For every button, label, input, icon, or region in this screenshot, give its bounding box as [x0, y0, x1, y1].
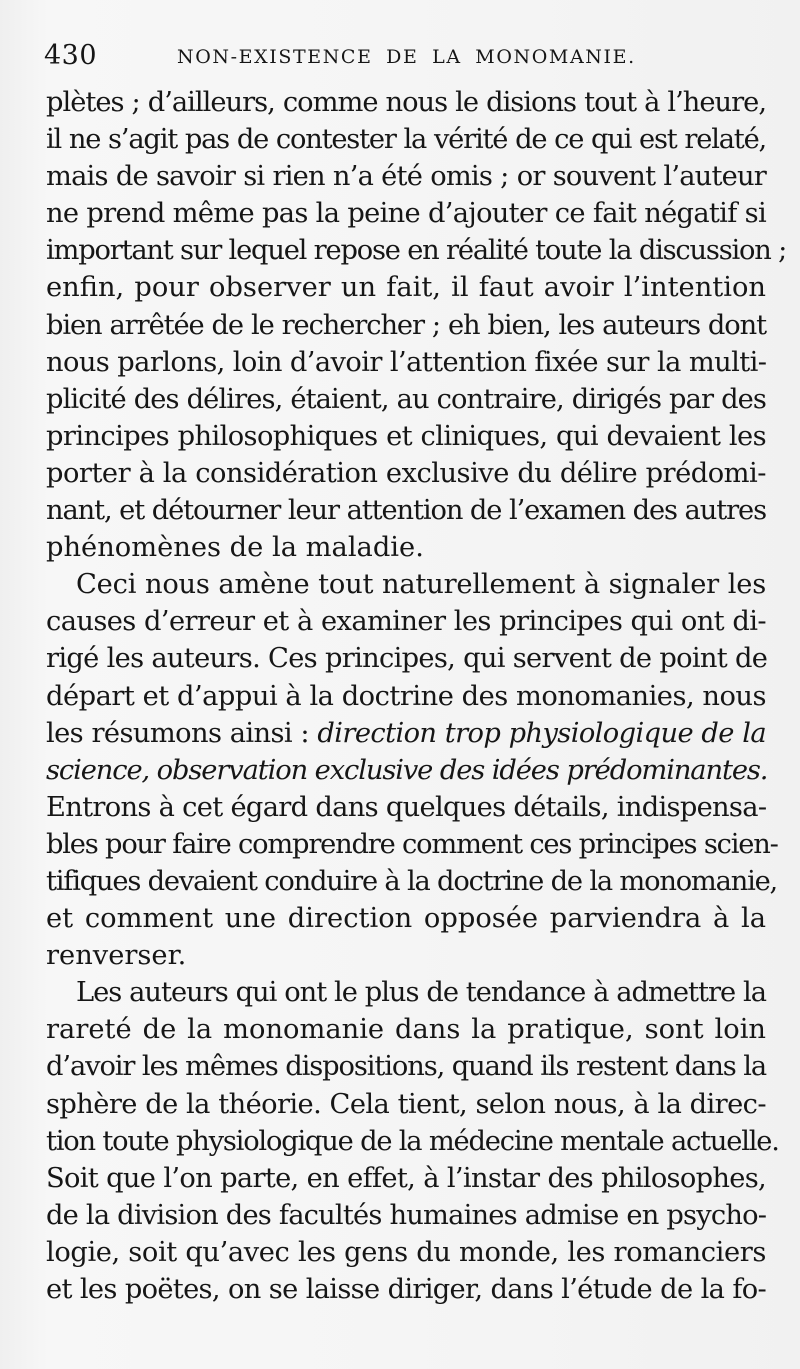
text-line: bles pour faire comprendre comment ces principes scien- — [46, 828, 778, 860]
text-line: d’avoir les mêmes dispositions, quand ils restent dans la — [46, 1051, 767, 1083]
text-line: départ et d’appui à la doctrine des monomanies, nous — [46, 680, 766, 712]
page-header — [44, 38, 784, 74]
text-line: nous parlons, loin d’avoir l’attention fixée sur la multi- — [46, 346, 767, 378]
text-line: rareté de la monomanie dans la pratique, sont loin — [46, 1014, 766, 1046]
text-line: Ceci nous amène tout naturellement à signaler les — [76, 569, 766, 601]
text-line: ne prend même pas la peine d’ajouter ce fait négatif si — [46, 198, 766, 230]
italic-phrase: science, — [46, 754, 150, 786]
italic-phrase: observation exclusive des idées prédominantes. — [156, 754, 768, 786]
text-line: rigé les auteurs. Ces principes, qui servent de point de — [46, 643, 768, 675]
running-head: NON-EXISTENCE DE LA MONOMANIE. — [177, 46, 636, 68]
text-line: renverser. — [46, 940, 187, 972]
text-line: Les auteurs qui ont le plus de tendance à admettre la — [76, 977, 766, 1009]
body-text — [46, 84, 787, 1308]
text-line — [46, 752, 766, 789]
text-line: et comment une direction opposée parviendra à la — [46, 903, 766, 935]
text-line: et les poëtes, on se laisse diriger, dans l’étude de la fo- — [46, 1274, 766, 1305]
text-line: mais de savoir si rien n’a été omis ; or souvent l’auteur — [46, 161, 766, 193]
text-line: bien arrêtée de le rechercher ; eh bien, les auteurs dont — [46, 309, 766, 341]
italic-phrase: direction trop physiologique de la — [317, 717, 767, 749]
text-line: principes philosophiques et cliniques, qui devaient les — [46, 420, 766, 452]
text-span: les résumons ainsi : — [46, 717, 309, 749]
text-line: tifiques devaient conduire à la doctrine de la monomanie, — [46, 865, 778, 897]
page-number: 430 — [44, 40, 98, 71]
text-line: porter à la considération exclusive du délire prédomi- — [46, 457, 766, 489]
text-line: plicité des délires, étaient, au contraire, dirigés par des — [46, 383, 766, 415]
text-line: causes d’erreur et à examiner les principes qui ont di- — [46, 606, 766, 638]
text-line: sphère de la théorie. Cela tient, selon nous, à la direc- — [46, 1088, 766, 1120]
text-line: phénomènes de la maladie. — [46, 532, 424, 564]
text-line: enfin, pour observer un fait, il faut avoir l’intention — [46, 272, 766, 304]
text-line: tion toute physiologique de la médecine mentale actuelle. — [46, 1125, 779, 1157]
text-line: il ne s’agit pas de contester la vérité de ce qui est relaté, — [46, 124, 766, 156]
text-line: de la division des facultés humaines admise en psycho- — [46, 1199, 767, 1231]
text-line: nant, et détourner leur attention de l’examen des autres — [46, 495, 766, 527]
text-line: important sur lequel repose en réalité toute la discussion ; — [46, 235, 787, 267]
text-line — [46, 715, 766, 752]
text-line: logie, soit qu’avec les gens du monde, les romanciers — [46, 1236, 766, 1268]
text-line: Soit que l’on parte, en effet, à l’instar des philosophes, — [46, 1162, 766, 1194]
text-line: Entrons à cet égard dans quelques détails, indispensa- — [46, 791, 767, 823]
text-line: plètes ; d’ailleurs, comme nous le disions tout à l’heure, — [46, 87, 766, 118]
